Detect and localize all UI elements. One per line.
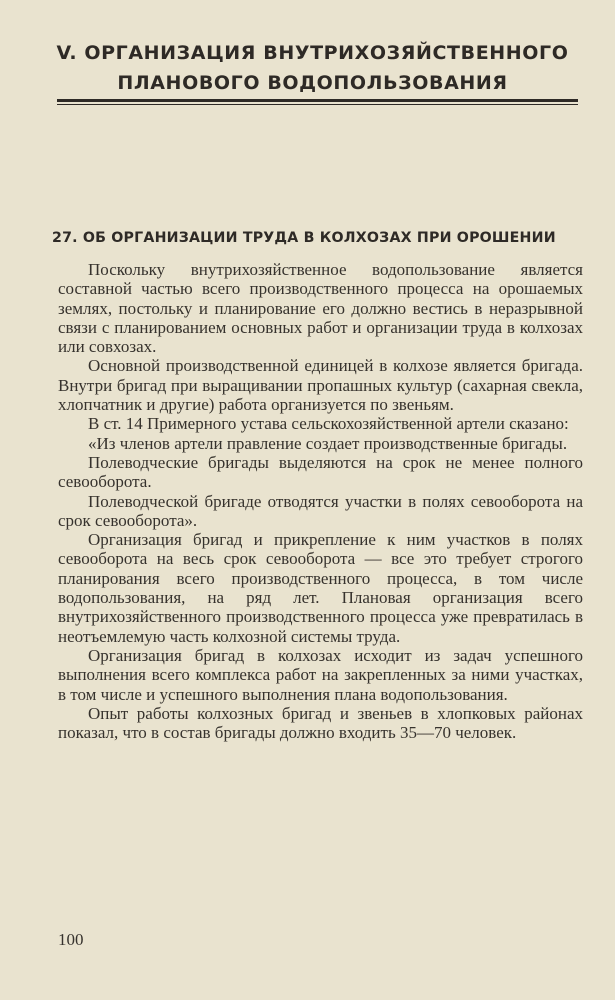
chapter-title: V. ОРГАНИЗАЦИЯ ВНУТРИХОЗЯЙСТВЕННОГО ПЛАНОВОГО ВОДОПОЛЬЗОВАНИЯ — [56, 42, 569, 94]
paragraph: Опыт работы колхозных бригад и звеньев в хлопковых районах показал, что в состав бригады должно входить 35—70 человек. — [58, 703, 583, 743]
paragraph: Организация бригад и прикрепление к ним участков в полях севооборота на весь срок севооборота — все это требует строгого планирования всего производственного процесса, в том числе водопользования, на ряд лет. Плановая организация всего внутрихозяйственного производственного процесса уже превратилась в неотъемлемую часть колхозной системы труда. — [58, 530, 583, 646]
section-heading: 27. ОБ ОРГАНИЗАЦИИ ТРУДА В КОЛХОЗАХ ПРИ ОРОШЕНИИ — [52, 230, 556, 246]
title-rule-thick — [57, 99, 578, 102]
quote-paragraph: «Из членов артели правление создает производственные бригады. — [88, 433, 568, 453]
page-number: 100 — [58, 930, 84, 949]
quote-paragraph: Полеводческой бригаде отводятся участки в полях севооборота на срок севооборота». — [58, 491, 583, 530]
paragraph: Поскольку внутрихозяйственное водопользование является составной частью всего производственного процесса на орошаемых землях, постольку и планирование его должно вестись в неразрывной связи с планированием основных работ и организации труда в колхозах или совхозах. — [58, 260, 583, 357]
paragraph: В ст. 14 Примерного устава сельскохозяйственной артели сказано: — [88, 414, 569, 434]
quote-paragraph: Полеводческие бригады выделяются на срок не менее полного севооборота. — [58, 452, 583, 492]
title-rule-thin — [57, 104, 578, 105]
paragraph: Основной производственной единицей в колхозе является бригада. Внутри бригад при выращивании пропашных культур (сахарная свекла, хлопчатник и другие) работа организуется по звеньям. — [58, 356, 583, 415]
paragraph: Организация бригад в колхозах исходит из задач успешного выполнения всего комплекса работ на закрепленных за ними участках, в том числе и успешного выполнения плана водопользования. — [58, 645, 583, 704]
body-text — [58, 260, 583, 742]
